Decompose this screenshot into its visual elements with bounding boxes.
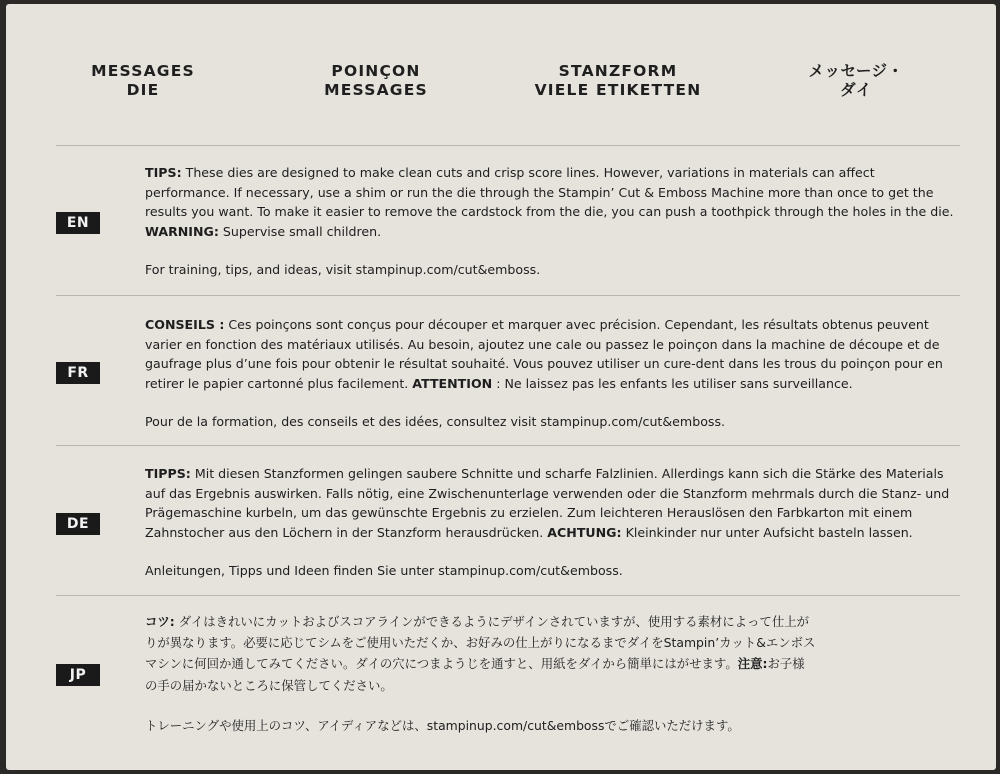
tips-label: TIPPS: — [145, 466, 191, 481]
title-en-line1: MESSAGES — [91, 62, 195, 80]
warning-text: お子様 — [767, 656, 805, 672]
tips-paragraph — [145, 163, 954, 241]
tips-paragraph — [145, 464, 950, 542]
warning-text: Kleinkinder nur unter Aufsicht basteln lassen. — [621, 524, 913, 540]
visit-line: For training, tips, and ideas, visit stampinup.com/cut&emboss. — [145, 262, 541, 278]
title-de-line1: STANZFORM — [558, 62, 678, 80]
section-fr-text — [145, 315, 945, 432]
title-en — [68, 62, 218, 100]
warning-text: : Ne laissez pas les enfants les utiliser sans surveillance. — [492, 375, 853, 391]
section-en-text — [145, 163, 954, 280]
warning-label: WARNING: — [145, 223, 219, 239]
tips-line: りが異なります。必要に応じてシムをご使用いただくか、お好みの仕上がりになるまでダイをStampin’カット&エンボス — [145, 635, 816, 651]
title-en-line2: DIE — [126, 81, 160, 99]
tips-line: マシンに何回か通してみてください。ダイの穴につまようじを通すと、用紙をダイから簡単にはがせます。 — [145, 656, 738, 672]
section-fr — [6, 295, 996, 445]
tips-line: Ces poinçons sont conçus pour découper et marquer avec précision. Cependant, les résultats obtenus peuvent — [224, 317, 929, 332]
title-jp-line1: メッセージ・ — [808, 62, 904, 80]
section-jp — [6, 595, 996, 765]
warning-label: 注意: — [737, 656, 768, 672]
title-fr-line1: POINÇON — [331, 62, 421, 80]
title-jp-line2: ダイ — [840, 81, 872, 99]
tips-line: Prägemaschine kurbeln, um das gewünschte Ergebnis zu erzielen. Zum leichteren Herauslösen den Farbkarton mit einem — [145, 505, 913, 521]
language-badge-jp: JP — [56, 664, 100, 686]
title-de-line2: VIELE ETIKETTEN — [534, 81, 702, 99]
instruction-card — [6, 4, 996, 770]
tips-line: auf das Ergebnis auswirken. Falls nötig, eine Zwischenunterlage verwenden oder die Stanzform mehrmals durch die Stanz- und — [145, 485, 950, 501]
section-en — [6, 145, 996, 295]
tips-line: These dies are designed to make clean cuts and crisp score lines. However, variations in materials can affect — [181, 165, 875, 180]
section-de-text — [145, 464, 950, 581]
warning-label: ATTENTION — [412, 375, 493, 391]
tips-label: コツ: — [145, 614, 175, 629]
tips-line: retirer le papier cartonné plus facilement. — [145, 375, 409, 391]
visit-line: Pour de la formation, des conseils et des idées, consultez visit stampinup.com/cut&emboss. — [145, 414, 726, 430]
section-de — [6, 445, 996, 595]
language-badge-fr: FR — [56, 362, 100, 384]
visit-line: トレーニングや使用上のコツ、アイディアなどは、stampinup.com/cut&embossでご確認いただけます。 — [145, 717, 740, 733]
section-jp-text — [145, 611, 945, 736]
title-de — [518, 62, 718, 100]
tips-line: performance. If necessary, use a shim or run the die through the Stampin’ Cut & Emboss Machine more than once to get the — [145, 184, 934, 200]
tips-label: TIPS: — [145, 165, 182, 180]
tips-label: CONSEILS : — [145, 317, 225, 332]
tips-line: Mit diesen Stanzformen gelingen saubere Schnitte und scharfe Falzlinien. Allerdings kann sich die Stärke des Materials — [190, 466, 944, 481]
tips-paragraph — [145, 611, 945, 696]
tips-line: の手の届かないところに保管してください。 — [145, 677, 393, 693]
language-badge-de: DE — [56, 513, 100, 535]
tips-line: results you want. To make it easier to remove the cardstock from the die, you can push a toothpick through the holes in the die. — [145, 204, 954, 220]
language-badge-en: EN — [56, 212, 100, 234]
title-jp — [786, 62, 926, 100]
tips-line: varier en fonction des matériaux utilisés. Au besoin, ajoutez une cale ou passez le poinçon dans la machine de découpe et de — [145, 336, 940, 352]
tips-line: ダイはきれいにカットおよびスコアラインができるようにデザインされていますが、使用する素材によって仕上が — [174, 614, 809, 629]
visit-line: Anleitungen, Tipps und Ideen finden Sie unter stampinup.com/cut&emboss. — [145, 563, 623, 579]
tips-line: gaufrage plus d’une fois pour obtenir le résultat souhaité. Vous pouvez utiliser un cure-dent dans les trous du poinçon pour en — [145, 356, 943, 372]
title-fr — [296, 62, 456, 100]
warning-text: Supervise small children. — [218, 223, 382, 239]
product-title-row — [6, 62, 996, 112]
warning-label: ACHTUNG: — [547, 524, 622, 540]
title-fr-line2: MESSAGES — [324, 81, 428, 99]
tips-line: Zahnstocher aus den Löchern in der Stanzform herausdrücken. — [145, 524, 544, 540]
tips-paragraph — [145, 315, 945, 393]
